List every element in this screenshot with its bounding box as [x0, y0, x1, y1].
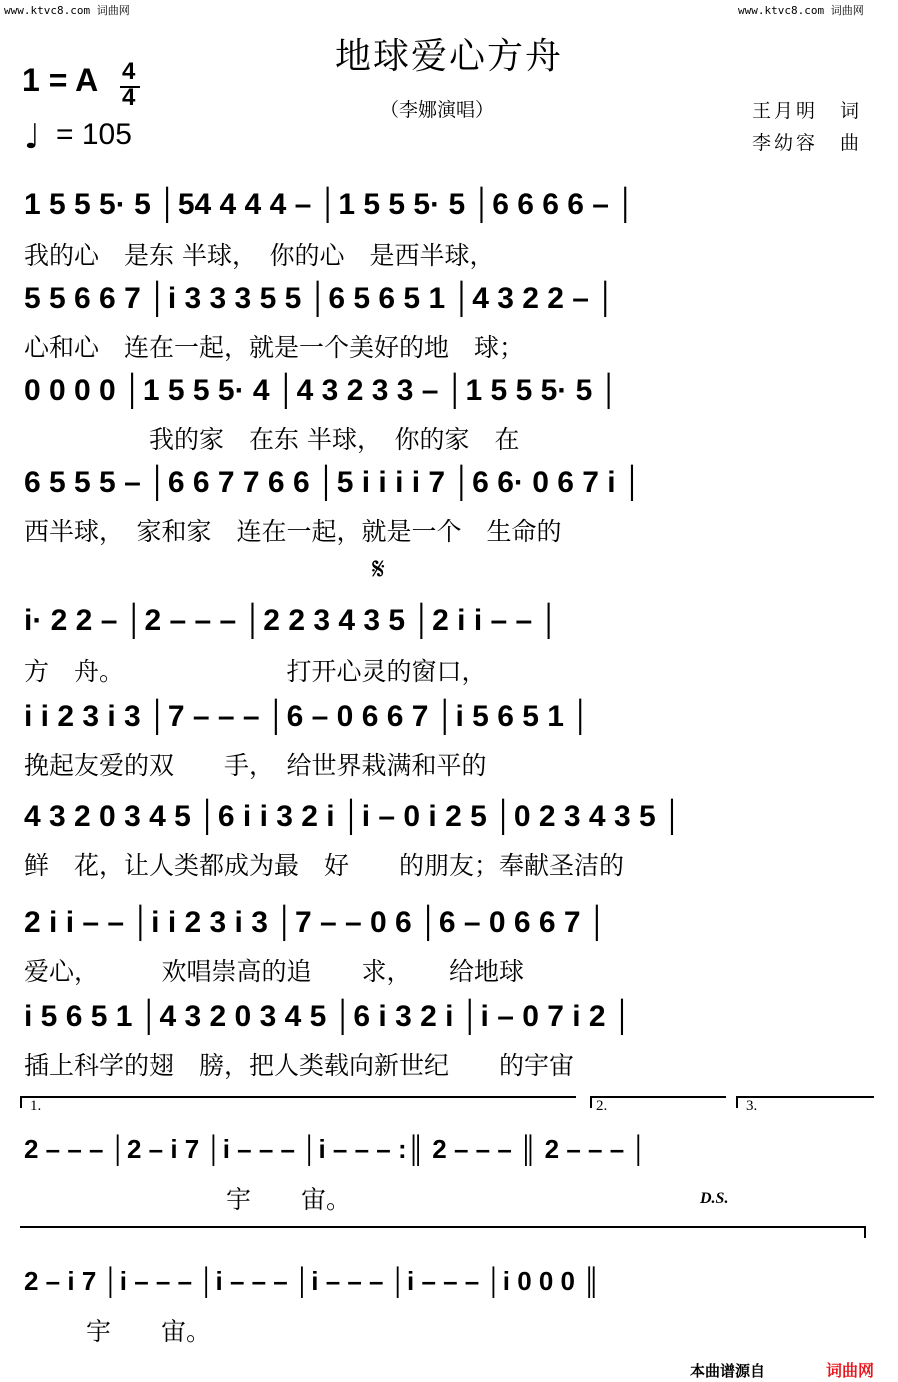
score-row-3-lyrics: 我的家 在东 半球， 你的家 在 [24, 425, 520, 454]
volta-3-label: 3. [746, 1098, 758, 1114]
volta-3-tick [736, 1096, 738, 1108]
score-row-4-notes: 6 5 5 5 – │6 6 7 7 6 6 │5 i i i i 7 │6 6· 0 6 7 i │ [24, 466, 643, 499]
score-row-4-lyrics: 西半球， 家和家 连在一起，就是一个 生命的 [24, 517, 562, 546]
dal-segno-marking: D.S. [700, 1190, 729, 1207]
volta-2-tick [590, 1096, 592, 1108]
score-row-2-lyrics: 心和心 连在一起，就是一个美好的地 球； [24, 333, 525, 362]
volta-2-line [590, 1096, 726, 1098]
score-row-1-notes: 1 5 5 5· 5 │54 4 4 4 – │1 5 5 5· 5 │6 6 6 6 – │ [24, 188, 637, 221]
lyricist-credit: 王月明 词 [752, 100, 863, 122]
score-row-3-notes: 0 0 0 0 │1 5 5 5· 4 │4 3 2 3 3 – │1 5 5 5· 5 │ [24, 374, 620, 407]
score-row-7-lyrics: 鲜 花，让人类都成为最 好 的朋友；奉献圣洁的 [24, 851, 625, 880]
composer-credit: 李幼容 曲 [752, 132, 863, 154]
segno-icon: 𝄋 [372, 552, 385, 587]
score-row-5-notes: i· 2 2 – │2 – – – │2 2 3 4 3 5 │2 i i – – │ [24, 604, 560, 637]
score-row-10-notes: 2 – – – │2 – i 7 │i – – – │i – – – :║ 2 – – – ║ 2 – – – │ [24, 1134, 648, 1164]
volta-2-label: 2. [596, 1098, 608, 1114]
coda-bracket-tick [864, 1226, 866, 1238]
score-row-11-notes: 2 – i 7 │i – – – │i – – – │i – – – │i – – – │i 0 0 0 ║ [24, 1266, 601, 1296]
score-row-8-lyrics: 爱心， 欢唱崇高的追 求， 给地球 [24, 957, 525, 986]
score-row-2-notes: 5 5 6 6 7 │i 3 3 3 5 5 │6 5 6 5 1 │4 3 2 2 – │ [24, 282, 617, 315]
score-row-1-lyrics: 我的心 是东 半球， 你的心 是西半球， [24, 241, 495, 270]
coda-bracket-line [20, 1226, 866, 1228]
score-row-11-lyrics: 宇 宙。 [86, 1317, 212, 1346]
footer-brand-logo[interactable]: 词曲网 [826, 1361, 875, 1380]
song-title: 地球爱心方舟 [334, 36, 563, 77]
tempo-marking: = 105 [56, 118, 132, 151]
score-row-8-notes: 2 i i – – │i i 2 3 i 3 │7 – – 0 6 │6 – 0 6 6 7 │ [24, 906, 608, 939]
volta-1-tick [20, 1096, 22, 1108]
score-row-7-notes: 4 3 2 0 3 4 5 │6 i i 3 2 i │i – 0 i 2 5 │0 2 3 4 3 5 │ [24, 800, 683, 833]
score-row-6-notes: i i 2 3 i 3 │7 – – – │6 – 0 6 6 7 │i 5 6 5 1 │ [24, 700, 592, 733]
singer-credit: （李娜演唱） [380, 99, 495, 121]
time-signature-top: 4 [122, 58, 136, 85]
watermark-right: www.ktvc8.com 词曲网 [738, 4, 864, 17]
volta-1-label: 1. [30, 1098, 42, 1114]
footer-source: 本曲谱源自 [690, 1362, 766, 1380]
volta-1-line [20, 1096, 576, 1098]
score-row-9-notes: i 5 6 5 1 │4 3 2 0 3 4 5 │6 i 3 2 i │i – 0 7 i 2 │ [24, 1000, 633, 1033]
time-signature-bottom: 4 [122, 84, 136, 111]
quarter-note-icon: ♩ [24, 117, 41, 157]
score-row-9-lyrics: 插上科学的翅 膀，把人类载向新世纪 的宇宙 [24, 1051, 575, 1080]
score-row-5-lyrics: 方 舟。 打开心灵的窗口， [24, 657, 487, 686]
key-signature: 1 = A [22, 62, 99, 98]
score-row-10-lyrics: 宇 宙。 [226, 1185, 352, 1214]
score-row-6-lyrics: 挽起友爱的双 手， 给世界栽满和平的 [24, 751, 487, 780]
watermark-left: www.ktvc8.com 词曲网 [4, 4, 130, 17]
